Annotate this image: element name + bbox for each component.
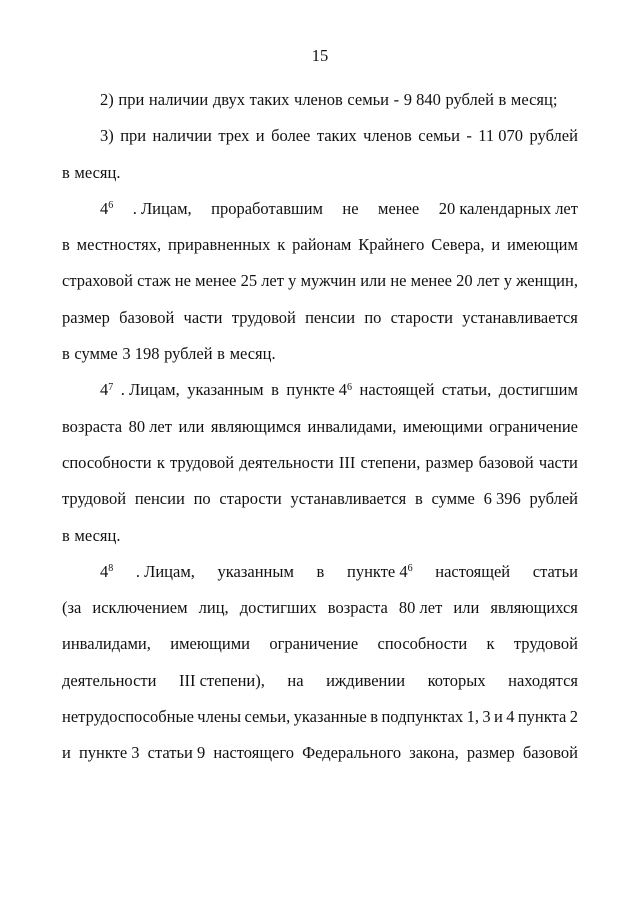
text-word: в [498,90,507,109]
text-word: у [503,271,512,291]
text-word-base: пункте 4 [286,380,348,400]
text-word: к [156,452,165,472]
text-word: в [62,525,70,545]
text-word: статьи [532,561,578,581]
text-word: инвалидами, [62,634,151,654]
text-word: базовой [522,743,578,763]
text-word: трудовой [513,634,578,654]
text-word: членов [363,126,412,146]
text-word: или [453,598,480,618]
text-word: к [277,235,286,255]
text-word: членов [294,90,343,109]
text-word: которых [427,670,486,690]
text-word: III [338,452,356,472]
text-line [62,409,578,445]
text-line [62,445,578,481]
text-word: в [316,561,325,581]
text-line [62,263,578,299]
text-line [62,590,578,626]
text-word: рублей [164,344,213,364]
text-word: рублей [529,489,578,509]
text-word: в [370,707,379,727]
text-word: трудовой [62,489,127,509]
text-word: у [288,271,297,291]
text-word: месяц. [74,162,121,182]
text-word: в [217,344,225,364]
text-word: способности [62,452,152,472]
text-word: имеющими [402,416,483,436]
text-word: приравненных [167,235,271,255]
text-word: находятся [508,670,578,690]
document-body-text [62,82,578,772]
text-word: и [62,743,71,763]
text-word: Севера, [431,235,485,255]
text-word: к [486,634,495,654]
text-word [100,554,113,590]
text-word: пункта [517,707,567,727]
text-word: таких [249,90,290,109]
text-word: базовой [478,452,534,472]
text-word: степени, [360,452,421,472]
text-word-base: пункте 4 [346,561,408,581]
text-word: 80 лет [128,416,172,436]
text-word: 3 [482,707,491,727]
text-word: не [390,271,407,291]
text-word: 1, [466,707,479,727]
text-line [62,372,578,408]
text-word: имеющими [170,634,250,654]
text-word: семьи [418,126,460,146]
text-word: трех [218,126,250,146]
text-word: достигших [239,598,317,618]
text-word: или [178,416,205,436]
text-word: двух [212,90,245,109]
text-word: . Лицам, [135,561,195,581]
text-word: 11 070 [478,126,524,146]
text-word: устанавливается [462,307,578,327]
text-word: размер [425,452,474,472]
text-word: деятельности [62,670,157,690]
text-line [62,626,578,662]
text-word: старости [390,307,453,327]
text-word: в [62,344,70,364]
text-word: проработавшим [211,198,323,218]
text-word: в [414,489,423,509]
text-word: - [466,126,472,146]
text-word: мужчин [300,271,357,291]
text-word: деятельности [239,452,334,472]
text-word: наличии [152,126,212,146]
text-word: . Лицам, [132,198,192,218]
text-word: Крайнего [358,235,425,255]
text-word: районам [292,235,352,255]
text-word: менее [410,271,452,291]
text-word: не [342,198,359,218]
text-line [62,191,578,227]
text-word [100,372,113,408]
text-word: (за [62,598,82,618]
text-word: 25 лет [240,271,284,291]
text-word: 3 198 [122,344,160,364]
text-word [347,554,413,590]
text-line [62,227,578,263]
text-word: способности [377,634,468,654]
text-word: инвалидами, [307,416,397,436]
text-line [62,554,578,590]
text-word: рублей [529,126,578,146]
text-word: 20 лет [456,271,500,291]
text-word: женщин, [516,271,578,291]
text-word: в [62,162,70,182]
text-word [286,372,352,408]
text-word: на [287,670,304,690]
text-line [62,300,578,336]
text-word: исключением [92,598,188,618]
text-word: настоящего [213,743,294,763]
text-word: при [118,90,145,109]
text-line [62,735,578,771]
text-line [62,663,578,699]
text-word: 2) [100,90,114,109]
text-word: наличии [148,90,209,109]
text-word: месяц. [74,525,121,545]
text-word-base: 4 [100,198,109,218]
text-word: и [255,126,265,146]
text-line [62,336,578,372]
text-word: части [538,452,578,472]
text-word: месяц. [229,344,276,364]
text-word: лиц, [198,598,229,618]
text-word: ограничение [269,634,359,654]
text-line [62,155,578,191]
text-word: или [360,271,387,291]
text-word: страховой [62,271,133,291]
text-word: части [183,307,223,327]
text-word: 20 календарных лет [438,198,578,218]
text-line [62,82,578,118]
text-word: III степени), [178,670,265,690]
text-word: семьи, [244,707,291,727]
text-word: таких [316,126,357,146]
text-word: стаж [137,271,171,291]
text-word: настоящей [435,561,511,581]
text-line [62,699,578,735]
text-word: ограничение [489,416,578,436]
text-word: пункте 3 [78,743,140,763]
text-word: 9 840 [403,90,441,109]
text-word: статьи, [441,380,492,400]
text-word: семьи [347,90,390,109]
text-word: размер [466,743,515,763]
text-word: более [271,126,311,146]
text-word: 80 лет [398,598,443,618]
text-word: иждивении [326,670,406,690]
superscript-index: 6 [347,381,353,393]
text-word: являющимся [210,416,302,436]
text-word: трудовой [170,452,235,472]
text-word: Федерального [302,743,402,763]
text-word: указанным [217,561,294,581]
text-word: не [174,271,191,291]
text-word: подпунктах [381,707,464,727]
text-word: устанавливается [290,489,407,509]
text-word: пенсии [305,307,356,327]
text-word: трудовой [231,307,296,327]
text-word: достигшим [498,380,578,400]
text-word: . Лицам, [120,380,180,400]
text-word: при [120,126,147,146]
text-word: сумме [74,344,118,364]
text-word: статьи 9 [147,743,206,763]
text-word: по [193,489,211,509]
text-word: возраста [327,598,388,618]
superscript-index: 8 [108,563,114,575]
text-word: по [364,307,382,327]
text-word: месяц; [510,90,558,109]
text-word-base: 4 [100,380,109,400]
text-word: являющихся [490,598,578,618]
superscript-index: 7 [108,381,114,393]
text-word-base: 4 [100,561,109,581]
superscript-index: 6 [407,563,413,575]
text-word: и [491,235,501,255]
text-line [62,518,578,554]
text-word: 3) [100,126,114,146]
text-word: указанным [187,380,264,400]
text-word [100,191,113,227]
text-word: менее [378,198,420,218]
text-word: 2 [569,707,578,727]
text-word: и [493,707,503,727]
text-line [62,118,578,154]
text-word: менее [195,271,237,291]
text-word: закона, [409,743,459,763]
text-word: сумме [431,489,475,509]
text-word: имеющим [507,235,578,255]
text-word: пенсии [134,489,185,509]
text-word: 6 396 [483,489,521,509]
text-word: члены [197,707,242,727]
text-word: местностях, [76,235,162,255]
superscript-index: 6 [108,200,114,212]
text-word: рублей [445,90,494,109]
text-word: указанные [293,707,367,727]
text-word: возраста [62,416,123,436]
text-word: старости [219,489,282,509]
text-word: базовой [119,307,175,327]
text-word: в [62,235,70,255]
text-line [62,481,578,517]
text-word: в [271,380,279,400]
text-word: настоящей [359,380,435,400]
text-word: 4 [506,707,515,727]
text-word: - [393,90,400,109]
text-word: размер [62,307,110,327]
text-word: нетрудоспособные [62,707,194,727]
page-number: 15 [311,46,329,65]
